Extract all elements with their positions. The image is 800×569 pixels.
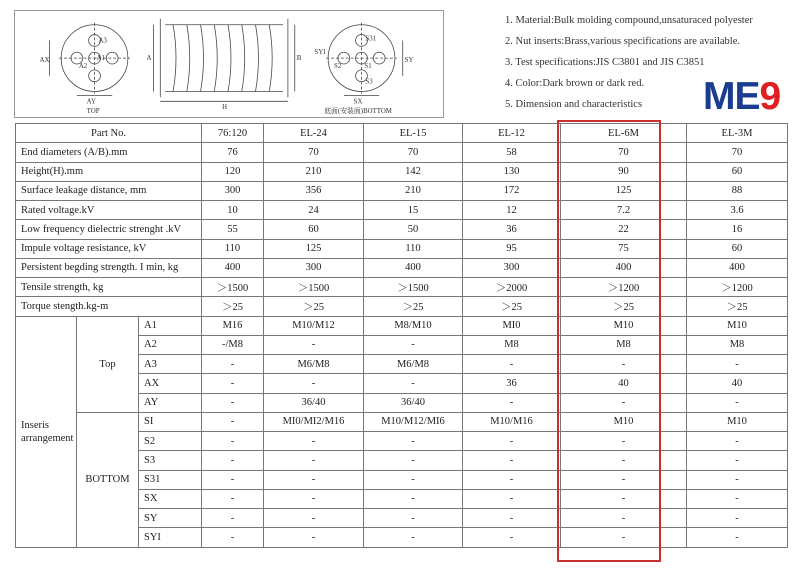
dim-sy: SY — [404, 57, 414, 65]
table-cell: - — [561, 528, 687, 547]
dim-ax: AX — [39, 57, 50, 65]
note-test-spec: 3. Test specifications:JIS C3801 and JIS C3851 — [505, 57, 705, 68]
table-cell: - — [264, 470, 364, 489]
insert-label: SY — [139, 509, 202, 528]
table-cell: 36/40 — [364, 393, 463, 412]
table-cell: ＞1200 — [687, 278, 788, 297]
table-cell: 400 — [364, 258, 463, 277]
table-cell: - — [202, 489, 264, 508]
row-label: Torque stength.kg-m — [16, 297, 202, 316]
a3-hole-bottom — [89, 70, 101, 82]
insert-label: AX — [139, 374, 202, 393]
table-cell: - — [202, 432, 264, 451]
table-cell: 400 — [561, 258, 687, 277]
table-cell: 125 — [264, 239, 364, 258]
table-cell: M10/M16 — [463, 412, 561, 431]
table-cell: - — [364, 374, 463, 393]
table-cell: 95 — [463, 239, 561, 258]
table-cell: 400 — [202, 258, 264, 277]
table-row — [16, 239, 788, 258]
logo-me: ME — [703, 75, 760, 118]
table-cell: - — [364, 528, 463, 547]
insert-label: S31 — [139, 470, 202, 489]
table-cell: 300 — [463, 258, 561, 277]
table-cell: - — [561, 489, 687, 508]
table-cell: 76 — [202, 143, 264, 162]
insert-label: SYI — [139, 528, 202, 547]
dim-s31: S31 — [365, 35, 377, 43]
table-cell: - — [561, 509, 687, 528]
table-cell: - — [463, 509, 561, 528]
table-cell: 90 — [561, 162, 687, 181]
brand-logo — [703, 77, 780, 117]
table-cell: - — [202, 374, 264, 393]
row-label: Persistent begding strength. I min, kg — [16, 258, 202, 277]
note-dimension: 5. Dimension and characteristics — [505, 99, 643, 110]
table-cell: 60 — [687, 162, 788, 181]
table-cell: M8 — [561, 335, 687, 354]
dim-sx: SX — [353, 98, 363, 106]
table-cell: 24 — [264, 201, 364, 220]
dim-b: B — [296, 55, 302, 63]
table-cell: 58 — [463, 143, 561, 162]
table-row — [16, 297, 788, 316]
table-cell: ＞25 — [687, 297, 788, 316]
row-label: Surface leakage distance, mm — [16, 181, 202, 200]
table-cell: ＞25 — [364, 297, 463, 316]
table-cell: 7.2 — [561, 201, 687, 220]
insert-label: AY — [139, 393, 202, 412]
table-cell: - — [687, 432, 788, 451]
table-cell: 40 — [687, 374, 788, 393]
table-cell: M6/M8 — [364, 355, 463, 374]
table-cell: 125 — [561, 181, 687, 200]
table-cell: ＞1500 — [264, 278, 364, 297]
table-cell: 110 — [202, 239, 264, 258]
note-material: 1. Material:Bulk molding compound,unsaturaced polyester — [505, 15, 753, 26]
dim-a: A — [146, 55, 152, 63]
table-cell: - — [687, 509, 788, 528]
table-cell: - — [687, 451, 788, 470]
table-row — [16, 201, 788, 220]
table-cell: 210 — [364, 181, 463, 200]
row-label: Impule voltage resistance, kV — [16, 239, 202, 258]
row-label: End diameters (A/B).mm — [16, 143, 202, 162]
insulator-drawing — [14, 10, 444, 118]
table-cell: - — [561, 355, 687, 374]
a2-hole-right — [106, 52, 118, 64]
dim-a3: A3 — [98, 37, 107, 45]
table-cell: - — [264, 374, 364, 393]
table-cell: 60 — [264, 220, 364, 239]
dim-syi: SYI — [314, 49, 326, 57]
table-row — [16, 258, 788, 277]
table-cell: 356 — [264, 181, 364, 200]
table-row — [16, 316, 788, 335]
table-cell: - — [364, 470, 463, 489]
table-cell: M10 — [687, 316, 788, 335]
table-cell: ＞1500 — [364, 278, 463, 297]
table-cell: 15 — [364, 201, 463, 220]
row-label: Rated voltage.kV — [16, 201, 202, 220]
table-cell: - — [202, 509, 264, 528]
table-cell: - — [463, 489, 561, 508]
table-cell: M8 — [687, 335, 788, 354]
table-cell: 142 — [364, 162, 463, 181]
table-cell: -/M8 — [202, 335, 264, 354]
table-cell: 16 — [687, 220, 788, 239]
table-cell: - — [264, 528, 364, 547]
table-cell: - — [264, 489, 364, 508]
table-cell: 300 — [264, 258, 364, 277]
technical-drawing-svg — [15, 11, 443, 117]
top-view-label: TOP — [86, 108, 100, 116]
table-cell: - — [687, 489, 788, 508]
table-cell: M10 — [561, 316, 687, 335]
note-nut-inserts: 2. Nut inserts:Brass,various specifications are available. — [505, 36, 741, 47]
dim-a1: A1 — [96, 55, 105, 63]
table-cell: 36 — [463, 220, 561, 239]
dim-s3: S3 — [365, 78, 373, 86]
table-cell: - — [463, 432, 561, 451]
table-cell: 70 — [561, 143, 687, 162]
insert-label: A1 — [139, 316, 202, 335]
table-cell: - — [687, 355, 788, 374]
table-cell: - — [364, 489, 463, 508]
row-label: Low frequency dielectric strenght .kV — [16, 220, 202, 239]
dim-ay: AY — [86, 98, 96, 106]
table-cell: 36/40 — [264, 393, 364, 412]
table-cell: - — [687, 528, 788, 547]
table-cell: - — [364, 509, 463, 528]
table-cell: ＞25 — [561, 297, 687, 316]
table-cell: M10/M12 — [264, 316, 364, 335]
table-cell: - — [264, 451, 364, 470]
table-cell: - — [364, 432, 463, 451]
table-cell: - — [561, 432, 687, 451]
table-cell: 88 — [687, 181, 788, 200]
insert-label: A2 — [139, 335, 202, 354]
col-header: EL-3M — [687, 124, 788, 143]
table-cell: ＞1200 — [561, 278, 687, 297]
note-color: 4. Color:Dark brown or dark red. — [505, 78, 645, 89]
table-cell: 12 — [463, 201, 561, 220]
table-cell: - — [364, 451, 463, 470]
table-cell: ＞25 — [463, 297, 561, 316]
table-cell: - — [561, 393, 687, 412]
table-cell: 130 — [463, 162, 561, 181]
table-cell: MI0/MI2/M16 — [264, 412, 364, 431]
table-cell: - — [364, 335, 463, 354]
table-cell: - — [202, 412, 264, 431]
table-cell: M10 — [561, 412, 687, 431]
table-cell: 400 — [687, 258, 788, 277]
table-cell: 22 — [561, 220, 687, 239]
table-cell: 75 — [561, 239, 687, 258]
table-cell: - — [264, 509, 364, 528]
table-cell: - — [202, 528, 264, 547]
table-cell: - — [202, 355, 264, 374]
table-row — [16, 181, 788, 200]
table-row — [16, 220, 788, 239]
dim-a2: A2 — [78, 62, 88, 70]
table-cell: M8 — [463, 335, 561, 354]
table-row — [16, 412, 788, 431]
table-cell: ＞2000 — [463, 278, 561, 297]
col-header: EL-15 — [364, 124, 463, 143]
table-cell: 40 — [561, 374, 687, 393]
col-header: EL-12 — [463, 124, 561, 143]
insert-label: SX — [139, 489, 202, 508]
table-cell: M6/M8 — [264, 355, 364, 374]
table-header-row — [16, 124, 788, 143]
table-cell: M8/M10 — [364, 316, 463, 335]
table-cell: 36 — [463, 374, 561, 393]
table-cell: - — [463, 355, 561, 374]
table-cell: 120 — [202, 162, 264, 181]
col-header: 76:120 — [202, 124, 264, 143]
logo-nine: 9 — [759, 75, 781, 118]
table-cell: MI0 — [463, 316, 561, 335]
table-cell: 70 — [264, 143, 364, 162]
table-cell: 300 — [202, 181, 264, 200]
inserts-label-line-2: arrangement — [21, 432, 74, 444]
insert-label: S2 — [139, 432, 202, 451]
table-cell: 10 — [202, 201, 264, 220]
table-cell: 70 — [687, 143, 788, 162]
dim-h: H — [222, 104, 228, 112]
row-label: Tensile strength, kg — [16, 278, 202, 297]
spec-table — [15, 123, 788, 548]
dim-s1: S1 — [364, 62, 372, 70]
table-cell: 50 — [364, 220, 463, 239]
dim-s2: S2 — [334, 62, 342, 70]
table-cell: 55 — [202, 220, 264, 239]
table-cell: - — [463, 528, 561, 547]
part-no-header: Part No. — [16, 124, 202, 143]
table-row — [16, 278, 788, 297]
table-cell: M16 — [202, 316, 264, 335]
inserts-label-line-1: Inseris — [21, 419, 49, 431]
table-cell: - — [463, 451, 561, 470]
table-cell: M10/M12/MI6 — [364, 412, 463, 431]
top-group-label: Top — [77, 316, 139, 412]
table-cell: 3.6 — [687, 201, 788, 220]
table-cell: 210 — [264, 162, 364, 181]
table-cell: - — [561, 470, 687, 489]
table-cell: - — [687, 393, 788, 412]
table-row — [16, 143, 788, 162]
table-cell: - — [687, 470, 788, 489]
table-cell: - — [264, 432, 364, 451]
table-cell: ＞25 — [264, 297, 364, 316]
row-label: Height(H).mm — [16, 162, 202, 181]
table-cell: 172 — [463, 181, 561, 200]
table-cell: - — [463, 470, 561, 489]
table-cell: 60 — [687, 239, 788, 258]
col-header-highlight: EL-6M — [561, 124, 687, 143]
table-cell: M10 — [687, 412, 788, 431]
table-cell: - — [202, 393, 264, 412]
insert-label: A3 — [139, 355, 202, 374]
table-row — [16, 162, 788, 181]
table-cell: - — [463, 393, 561, 412]
table-cell: - — [561, 451, 687, 470]
insert-label: SI — [139, 412, 202, 431]
table-cell: 110 — [364, 239, 463, 258]
bottom-view-label: 底面(安装面)BOTTOM — [324, 108, 392, 116]
table-cell: - — [202, 470, 264, 489]
table-cell: ＞25 — [202, 297, 264, 316]
table-cell: 70 — [364, 143, 463, 162]
s2-hole-right — [373, 52, 385, 64]
bottom-group-label: BOTTOM — [77, 412, 139, 547]
insert-label: S3 — [139, 451, 202, 470]
table-cell: ＞1500 — [202, 278, 264, 297]
table-cell: - — [202, 451, 264, 470]
col-header: EL-24 — [264, 124, 364, 143]
table-cell: - — [264, 335, 364, 354]
inserts-arrangement-label — [16, 316, 77, 547]
